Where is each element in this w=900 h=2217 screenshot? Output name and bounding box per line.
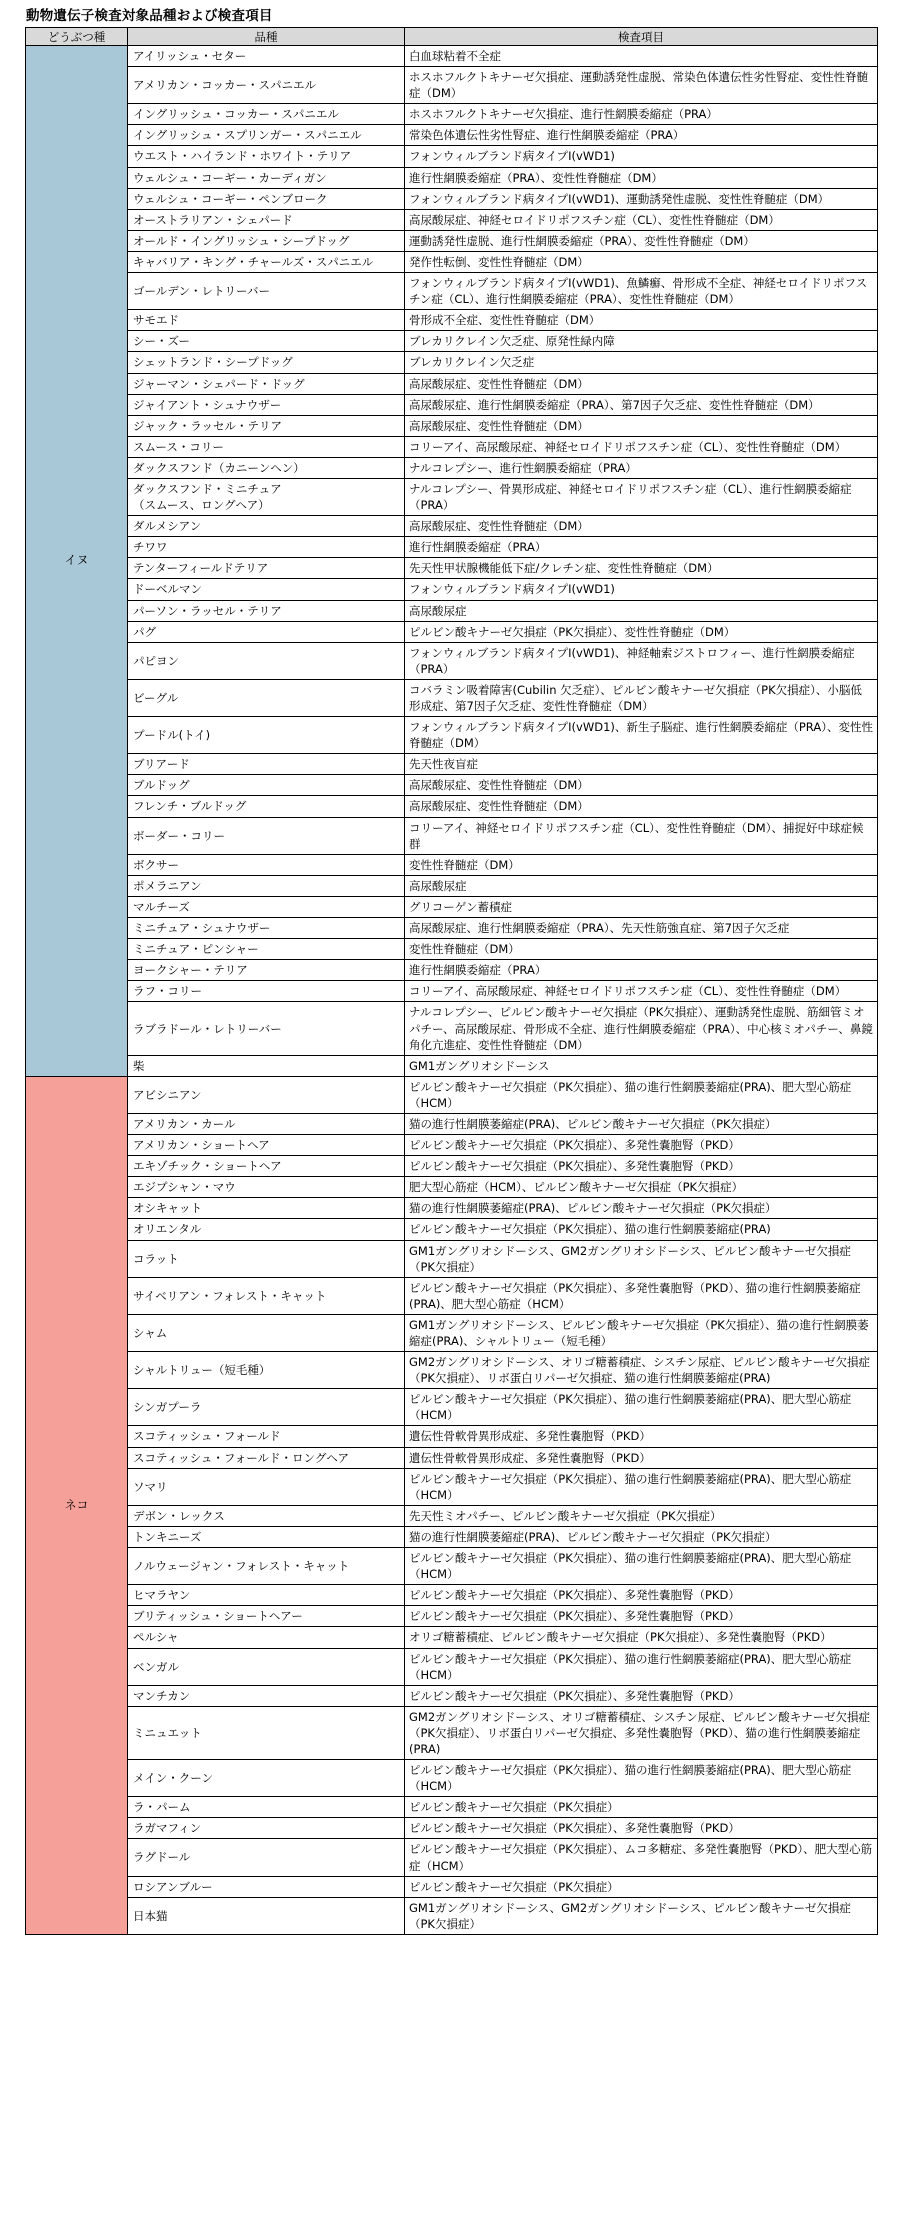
tests-cell: 骨形成不全症、変性性脊髄症（DM） bbox=[405, 310, 878, 331]
table-row bbox=[26, 1156, 878, 1177]
table-row bbox=[26, 331, 878, 352]
breed-cell: コラット bbox=[128, 1240, 405, 1277]
tests-cell: ピルビン酸キナーゼ欠損症（PK欠損症）、多発性嚢胞腎（PKD）、猫の進行性網膜萎縮症(PRA)、肥大型心筋症（HCM） bbox=[405, 1277, 878, 1314]
table-row bbox=[26, 1426, 878, 1447]
tests-cell: ピルビン酸キナーゼ欠損症（PK欠損症）、多発性嚢胞腎（PKD） bbox=[405, 1156, 878, 1177]
breed-cell: マルチーズ bbox=[128, 896, 405, 917]
breed-cell: アイリッシュ・セター bbox=[128, 46, 405, 67]
breed-cell: ブリティッシュ・ショートヘアー bbox=[128, 1606, 405, 1627]
breed-cell: オールド・イングリッシュ・シープドッグ bbox=[128, 230, 405, 251]
table-row bbox=[26, 104, 878, 125]
header-breed: 品種 bbox=[128, 28, 405, 46]
table-row bbox=[26, 415, 878, 436]
tests-cell: 先天性ミオパチー、ピルビン酸キナーゼ欠損症（PK欠損症） bbox=[405, 1505, 878, 1526]
breed-cell: オーストラリアン・シェパード bbox=[128, 209, 405, 230]
breed-cell: メイン・クーン bbox=[128, 1760, 405, 1797]
breed-cell: エキゾチック・ショートヘア bbox=[128, 1156, 405, 1177]
breed-cell: パピヨン bbox=[128, 642, 405, 679]
breed-cell: ヒマラヤン bbox=[128, 1585, 405, 1606]
tests-cell: ピルビン酸キナーゼ欠損症（PK欠損症）、猫の進行性網膜萎縮症(PRA)、肥大型心筋症（HCM） bbox=[405, 1389, 878, 1426]
table-row bbox=[26, 1876, 878, 1897]
tests-cell: ピルビン酸キナーゼ欠損症（PK欠損症）、多発性嚢胞腎（PKD） bbox=[405, 1818, 878, 1839]
tests-cell: 高尿酸尿症、神経セロイドリポフスチン症（CL）、変性性脊髄症（DM） bbox=[405, 209, 878, 230]
breed-cell: ラ・パーム bbox=[128, 1797, 405, 1818]
table-row bbox=[26, 1818, 878, 1839]
table-row bbox=[26, 1447, 878, 1468]
table-row bbox=[26, 579, 878, 600]
species-cell-cat: ネコ bbox=[26, 1076, 128, 1934]
table-row bbox=[26, 146, 878, 167]
tests-cell: コリーアイ、高尿酸尿症、神経セロイドリポフスチン症（CL）、変性性脊髄症（DM） bbox=[405, 436, 878, 457]
breed-cell: ミニチュア・ピンシャー bbox=[128, 939, 405, 960]
tests-cell: フォンウィルブランド病タイプⅠ(vWD1)、運動誘発性虚脱、変性性脊髄症（DM） bbox=[405, 188, 878, 209]
table-row bbox=[26, 352, 878, 373]
tests-cell: GM1ガングリオシドーシス、ピルビン酸キナーゼ欠損症（PK欠損症）、猫の進行性網膜萎縮症(PRA)、シャルトリュー（短毛種） bbox=[405, 1314, 878, 1351]
tests-cell: 遺伝性骨軟骨異形成症、多発性嚢胞腎（PKD） bbox=[405, 1426, 878, 1447]
tests-cell: ピルビン酸キナーゼ欠損症（PK欠損症）、多発性嚢胞腎（PKD） bbox=[405, 1685, 878, 1706]
tests-cell: 白血球粘着不全症 bbox=[405, 46, 878, 67]
breed-cell: ベンガル bbox=[128, 1648, 405, 1685]
tests-cell: GM2ガングリオシドーシス、オリゴ糖蓄積症、シスチン尿症、ピルビン酸キナーゼ欠損症（PK欠損症）、リボ蛋白リパーゼ欠損症、猫の進行性網膜萎縮症(PRA) bbox=[405, 1352, 878, 1389]
breed-cell: ジャイアント・シュナウザー bbox=[128, 394, 405, 415]
tests-cell: ホスホフルクトキナーゼ欠損症、進行性網膜委縮症（PRA） bbox=[405, 104, 878, 125]
table-row bbox=[26, 516, 878, 537]
table-row bbox=[26, 1055, 878, 1076]
breed-cell: ボクサー bbox=[128, 854, 405, 875]
breed-cell: 日本猫 bbox=[128, 1897, 405, 1934]
table-row bbox=[26, 1219, 878, 1240]
tests-cell: ピルビン酸キナーゼ欠損症（PK欠損症）、猫の進行性網膜萎縮症(PRA)、肥大型心筋症（HCM） bbox=[405, 1076, 878, 1113]
tests-cell: フォンウィルブランド病タイプⅠ(vWD1) bbox=[405, 579, 878, 600]
tests-cell: 高尿酸尿症、変性性脊髄症（DM） bbox=[405, 775, 878, 796]
table-row bbox=[26, 754, 878, 775]
table-row bbox=[26, 960, 878, 981]
table-row bbox=[26, 1585, 878, 1606]
tests-cell: ホスホフルクトキナーゼ欠損症、運動誘発性虚脱、常染色体遺伝性劣性腎症、変性性脊髄症（DM） bbox=[405, 67, 878, 104]
table-row bbox=[26, 679, 878, 716]
table-row bbox=[26, 1760, 878, 1797]
table-row bbox=[26, 1648, 878, 1685]
breed-cell: ゴールデン・レトリーバー bbox=[128, 273, 405, 310]
tests-cell: 高尿酸尿症、変性性脊髄症（DM） bbox=[405, 516, 878, 537]
tests-cell: GM1ガングリオシドーシス bbox=[405, 1055, 878, 1076]
table-row bbox=[26, 875, 878, 896]
breed-cell: デボン・レックス bbox=[128, 1505, 405, 1526]
tests-cell: コリーアイ、神経セロイドリポフスチン症（CL）、変性性脊髄症（DM）、捕捉好中球症候群 bbox=[405, 817, 878, 854]
breed-cell: ポメラニアン bbox=[128, 875, 405, 896]
breed-cell: アメリカン・カール bbox=[128, 1113, 405, 1134]
table-row bbox=[26, 373, 878, 394]
tests-cell: フォンウィルブランド病タイプⅠ(vWD1)、魚鱗癬、骨形成不全症、神経セロイドリポフスチン症（CL）、進行性網膜委縮症（PRA）、変性性脊髄症（DM） bbox=[405, 273, 878, 310]
table-body bbox=[26, 46, 878, 1935]
breed-cell: オリエンタル bbox=[128, 1219, 405, 1240]
breed-cell: スコティッシュ・フォールド・ロングヘア bbox=[128, 1447, 405, 1468]
breed-cell: プードル(トイ) bbox=[128, 717, 405, 754]
table-row bbox=[26, 981, 878, 1002]
breed-cell: シャルトリュー（短毛種） bbox=[128, 1352, 405, 1389]
table-row bbox=[26, 1797, 878, 1818]
tests-cell: GM2ガングリオシドーシス、オリゴ糖蓄積症、シスチン尿症、ピルビン酸キナーゼ欠損症（PK欠損症）、リボ蛋白リパーゼ欠損症、多発性嚢胞腎（PKD）、猫の進行性網膜萎縮症(PRA) bbox=[405, 1706, 878, 1759]
breed-cell: ラフ・コリー bbox=[128, 981, 405, 1002]
table-row bbox=[26, 125, 878, 146]
breed-cell: シェットランド・シープドッグ bbox=[128, 352, 405, 373]
breed-cell: ジャック・ラッセル・テリア bbox=[128, 415, 405, 436]
breed-cell: シンガプーラ bbox=[128, 1389, 405, 1426]
breed-cell: パグ bbox=[128, 621, 405, 642]
table-row bbox=[26, 1314, 878, 1351]
tests-cell: 進行性網膜委縮症（PRA） bbox=[405, 960, 878, 981]
table-row bbox=[26, 67, 878, 104]
table-row bbox=[26, 1839, 878, 1876]
tests-cell: ピルビン酸キナーゼ欠損症（PK欠損症）、猫の進行性網膜萎縮症(PRA)、肥大型心筋症（HCM） bbox=[405, 1648, 878, 1685]
table-row bbox=[26, 1505, 878, 1526]
tests-cell: ピルビン酸キナーゼ欠損症（PK欠損症） bbox=[405, 1876, 878, 1897]
tests-cell: フォンウィルブランド病タイプⅠ(vWD1)、新生子脳症、進行性網膜委縮症（PRA）、変性性脊髄症（DM） bbox=[405, 717, 878, 754]
table-row bbox=[26, 1277, 878, 1314]
table-row bbox=[26, 1177, 878, 1198]
tests-cell: 肥大型心筋症（HCM）、ピルビン酸キナーゼ欠損症（PK欠損症） bbox=[405, 1177, 878, 1198]
table-row bbox=[26, 167, 878, 188]
tests-cell: ナルコレプシー、進行性網膜委縮症（PRA） bbox=[405, 457, 878, 478]
table-row bbox=[26, 478, 878, 515]
table-row bbox=[26, 230, 878, 251]
breed-cell: オシキャット bbox=[128, 1198, 405, 1219]
table-row bbox=[26, 457, 878, 478]
tests-cell: ピルビン酸キナーゼ欠損症（PK欠損症）、多発性嚢胞腎（PKD） bbox=[405, 1585, 878, 1606]
breed-cell: イングリッシュ・コッカー・スパニエル bbox=[128, 104, 405, 125]
table-row bbox=[26, 1198, 878, 1219]
table-row bbox=[26, 436, 878, 457]
tests-cell: 高尿酸尿症、進行性網膜委縮症（PRA）、先天性筋強直症、第7因子欠乏症 bbox=[405, 918, 878, 939]
table-row bbox=[26, 1352, 878, 1389]
tests-cell: ピルビン酸キナーゼ欠損症（PK欠損症）、ムコ多糖症、多発性嚢胞腎（PKD）、肥大型心筋症（HCM） bbox=[405, 1839, 878, 1876]
breed-cell: ブルドッグ bbox=[128, 775, 405, 796]
table-row bbox=[26, 896, 878, 917]
breed-cell: ダックスフンド・ミニチュア （スムース、ロングヘア） bbox=[128, 478, 405, 515]
tests-cell: 常染色体遺伝性劣性腎症、進行性網膜委縮症（PRA） bbox=[405, 125, 878, 146]
breed-cell: ラガマフィン bbox=[128, 1818, 405, 1839]
table-row bbox=[26, 273, 878, 310]
breed-cell: アビシニアン bbox=[128, 1076, 405, 1113]
tests-cell: ピルビン酸キナーゼ欠損症（PK欠損症）、猫の進行性網膜萎縮症(PRA)、肥大型心筋症（HCM） bbox=[405, 1760, 878, 1797]
table-row bbox=[26, 188, 878, 209]
table-row bbox=[26, 1076, 878, 1113]
breed-cell: ソマリ bbox=[128, 1468, 405, 1505]
breed-cell: ロシアンブルー bbox=[128, 1876, 405, 1897]
species-cell-dog: イヌ bbox=[26, 46, 128, 1077]
table-row bbox=[26, 939, 878, 960]
breed-cell: ペルシャ bbox=[128, 1627, 405, 1648]
breed-cell: ダルメシアン bbox=[128, 516, 405, 537]
breed-cell: アメリカン・コッカー・スパニエル bbox=[128, 67, 405, 104]
table-row bbox=[26, 558, 878, 579]
breed-cell: ビーグル bbox=[128, 679, 405, 716]
breed-cell: ドーベルマン bbox=[128, 579, 405, 600]
breed-cell: トンキニーズ bbox=[128, 1526, 405, 1547]
tests-cell: 変性性脊髄症（DM） bbox=[405, 854, 878, 875]
table-row bbox=[26, 621, 878, 642]
tests-cell: ピルビン酸キナーゼ欠損症（PK欠損症）、猫の進行性網膜萎縮症(PRA)、肥大型心筋症（HCM） bbox=[405, 1548, 878, 1585]
tests-cell: ブレカリクレイン欠乏症、原発性緑内障 bbox=[405, 331, 878, 352]
tests-cell: 変性性脊髄症（DM） bbox=[405, 939, 878, 960]
tests-cell: 高尿酸尿症 bbox=[405, 600, 878, 621]
table-row bbox=[26, 642, 878, 679]
breed-cell: イングリッシュ・スプリンガー・スパニエル bbox=[128, 125, 405, 146]
breed-cell: ノルウェージャン・フォレスト・キャット bbox=[128, 1548, 405, 1585]
breed-cell: テンターフィールドテリア bbox=[128, 558, 405, 579]
table-row bbox=[26, 918, 878, 939]
breed-cell: チワワ bbox=[128, 537, 405, 558]
breed-cell: ウェルシュ・コーギー・ペンブローク bbox=[128, 188, 405, 209]
table-row bbox=[26, 1113, 878, 1134]
tests-cell: GM1ガングリオシドーシス、GM2ガングリオシドーシス、ピルビン酸キナーゼ欠損症（PK欠損症） bbox=[405, 1240, 878, 1277]
table-row bbox=[26, 1002, 878, 1055]
breed-cell: キャバリア・キング・チャールズ・スパニエル bbox=[128, 251, 405, 272]
tests-cell: コバラミン吸着障害(Cubilin 欠乏症）、ピルビン酸キナーゼ欠損症（PK欠損症）、小脳低形成症、第7因子欠乏症、変性性脊髄症（DM） bbox=[405, 679, 878, 716]
tests-cell: 運動誘発性虚脱、進行性網膜委縮症（PRA）、変性性脊髄症（DM） bbox=[405, 230, 878, 251]
table-row bbox=[26, 1526, 878, 1547]
tests-cell: 先天性夜盲症 bbox=[405, 754, 878, 775]
tests-cell: 猫の進行性網膜萎縮症(PRA)、ピルビン酸キナーゼ欠損症（PK欠損症） bbox=[405, 1198, 878, 1219]
table-row bbox=[26, 46, 878, 67]
tests-cell: 高尿酸尿症、変性性脊髄症（DM） bbox=[405, 415, 878, 436]
tests-cell: ナルコレプシー、ピルビン酸キナーゼ欠損症（PK欠損症）、運動誘発性虚脱、筋細管ミオパチー、高尿酸尿症、骨形成不全症、進行性網膜委縮症（PRA）、中心核ミオパチー、鼻鏡角化亢進症、変性性脊髄症（DM） bbox=[405, 1002, 878, 1055]
breed-cell: サイベリアン・フォレスト・キャット bbox=[128, 1277, 405, 1314]
table-row bbox=[26, 310, 878, 331]
tests-cell: オリゴ糖蓄積症、ピルビン酸キナーゼ欠損症（PK欠損症）、多発性嚢胞腎（PKD） bbox=[405, 1627, 878, 1648]
table-row bbox=[26, 209, 878, 230]
table-row bbox=[26, 600, 878, 621]
tests-cell: グリコーゲン蓄積症 bbox=[405, 896, 878, 917]
breed-cell: ミニュエット bbox=[128, 1706, 405, 1759]
tests-cell: 遺伝性骨軟骨異形成症、多発性嚢胞腎（PKD） bbox=[405, 1447, 878, 1468]
breed-cell: シャム bbox=[128, 1314, 405, 1351]
breed-cell: ボーダー・コリー bbox=[128, 817, 405, 854]
breed-cell: ウエスト・ハイランド・ホワイト・テリア bbox=[128, 146, 405, 167]
breed-cell: ヨークシャー・テリア bbox=[128, 960, 405, 981]
table-row bbox=[26, 1685, 878, 1706]
tests-cell: ピルビン酸キナーゼ欠損症（PK欠損症）、多発性嚢胞腎（PKD） bbox=[405, 1135, 878, 1156]
tests-cell: ピルビン酸キナーゼ欠損症（PK欠損症）、多発性嚢胞腎（PKD） bbox=[405, 1606, 878, 1627]
tests-cell: 猫の進行性網膜萎縮症(PRA)、ピルビン酸キナーゼ欠損症（PK欠損症） bbox=[405, 1526, 878, 1547]
tests-cell: GM1ガングリオシドーシス、GM2ガングリオシドーシス、ピルビン酸キナーゼ欠損症（PK欠損症） bbox=[405, 1897, 878, 1934]
breed-cell: マンチカン bbox=[128, 1685, 405, 1706]
breed-cell: サモエド bbox=[128, 310, 405, 331]
tests-cell: 猫の進行性網膜萎縮症(PRA)、ピルビン酸キナーゼ欠損症（PK欠損症） bbox=[405, 1113, 878, 1134]
breed-cell: スコティッシュ・フォールド bbox=[128, 1426, 405, 1447]
header-row bbox=[26, 28, 878, 46]
table-header bbox=[26, 28, 878, 46]
tests-cell: フォンウィルブランド病タイプⅠ(vWD1)、神経軸索ジストロフィー、進行性網膜委縮症（PRA） bbox=[405, 642, 878, 679]
table-row bbox=[26, 537, 878, 558]
header-tests: 検査項目 bbox=[405, 28, 878, 46]
table-row bbox=[26, 1897, 878, 1934]
table-row bbox=[26, 1389, 878, 1426]
breed-cell: ラブラドール・レトリーバー bbox=[128, 1002, 405, 1055]
page-title: 動物遺伝子検査対象品種および検査項目 bbox=[26, 8, 273, 24]
table-row bbox=[26, 1548, 878, 1585]
table-row bbox=[26, 1240, 878, 1277]
table-row bbox=[26, 394, 878, 415]
tests-cell: フォンウィルブランド病タイプⅠ(vWD1) bbox=[405, 146, 878, 167]
table-row bbox=[26, 1706, 878, 1759]
tests-cell: 進行性網膜委縮症（PRA） bbox=[405, 537, 878, 558]
tests-cell: 進行性網膜委縮症（PRA）、変性性脊髄症（DM） bbox=[405, 167, 878, 188]
breed-cell: ダックスフンド（カニーンヘン） bbox=[128, 457, 405, 478]
breed-cell: シー・ズー bbox=[128, 331, 405, 352]
table-row bbox=[26, 854, 878, 875]
tests-cell: 高尿酸尿症、変性性脊髄症（DM） bbox=[405, 373, 878, 394]
tests-cell: ピルビン酸キナーゼ欠損症（PK欠損症） bbox=[405, 1797, 878, 1818]
breed-cell: パーソン・ラッセル・テリア bbox=[128, 600, 405, 621]
test-table bbox=[25, 27, 878, 1935]
header-species: どうぶつ種 bbox=[26, 28, 128, 46]
breed-cell: ウェルシュ・コーギー・カーディガン bbox=[128, 167, 405, 188]
breed-cell: 柴 bbox=[128, 1055, 405, 1076]
tests-cell: 発作性転倒、変性性脊髄症（DM） bbox=[405, 251, 878, 272]
table-row bbox=[26, 1135, 878, 1156]
breed-cell: アメリカン・ショートヘア bbox=[128, 1135, 405, 1156]
table-row bbox=[26, 1468, 878, 1505]
tests-cell: 高尿酸尿症、変性性脊髄症（DM） bbox=[405, 796, 878, 817]
table-row bbox=[26, 1627, 878, 1648]
tests-cell: ピルビン酸キナーゼ欠損症（PK欠損症）、変性性脊髄症（DM） bbox=[405, 621, 878, 642]
tests-cell: ナルコレプシー、骨異形成症、神経セロイドリポフスチン症（CL）、進行性網膜委縮症（PRA） bbox=[405, 478, 878, 515]
breed-cell: スムース・コリー bbox=[128, 436, 405, 457]
breed-cell: ミニチュア・シュナウザー bbox=[128, 918, 405, 939]
tests-cell: ブレカリクレイン欠乏症 bbox=[405, 352, 878, 373]
tests-cell: 高尿酸尿症 bbox=[405, 875, 878, 896]
tests-cell: 先天性甲状腺機能低下症/クレチン症、変性性脊髄症（DM） bbox=[405, 558, 878, 579]
table-row bbox=[26, 251, 878, 272]
table-row bbox=[26, 717, 878, 754]
table-row bbox=[26, 775, 878, 796]
table-row bbox=[26, 817, 878, 854]
table-row bbox=[26, 796, 878, 817]
tests-cell: ピルビン酸キナーゼ欠損症（PK欠損症）、猫の進行性網膜萎縮症(PRA) bbox=[405, 1219, 878, 1240]
breed-cell: フレンチ・ブルドッグ bbox=[128, 796, 405, 817]
breed-cell: ブリアード bbox=[128, 754, 405, 775]
breed-cell: エジプシャン・マウ bbox=[128, 1177, 405, 1198]
tests-cell: コリーアイ、高尿酸尿症、神経セロイドリポフスチン症（CL）、変性性脊髄症（DM） bbox=[405, 981, 878, 1002]
breed-cell: ジャーマン・シェパード・ドッグ bbox=[128, 373, 405, 394]
table-row bbox=[26, 1606, 878, 1627]
breed-cell: ラグドール bbox=[128, 1839, 405, 1876]
tests-cell: 高尿酸尿症、進行性網膜委縮症（PRA）、第7因子欠乏症、変性性脊髄症（DM） bbox=[405, 394, 878, 415]
tests-cell: ピルビン酸キナーゼ欠損症（PK欠損症）、猫の進行性網膜萎縮症(PRA)、肥大型心筋症（HCM） bbox=[405, 1468, 878, 1505]
